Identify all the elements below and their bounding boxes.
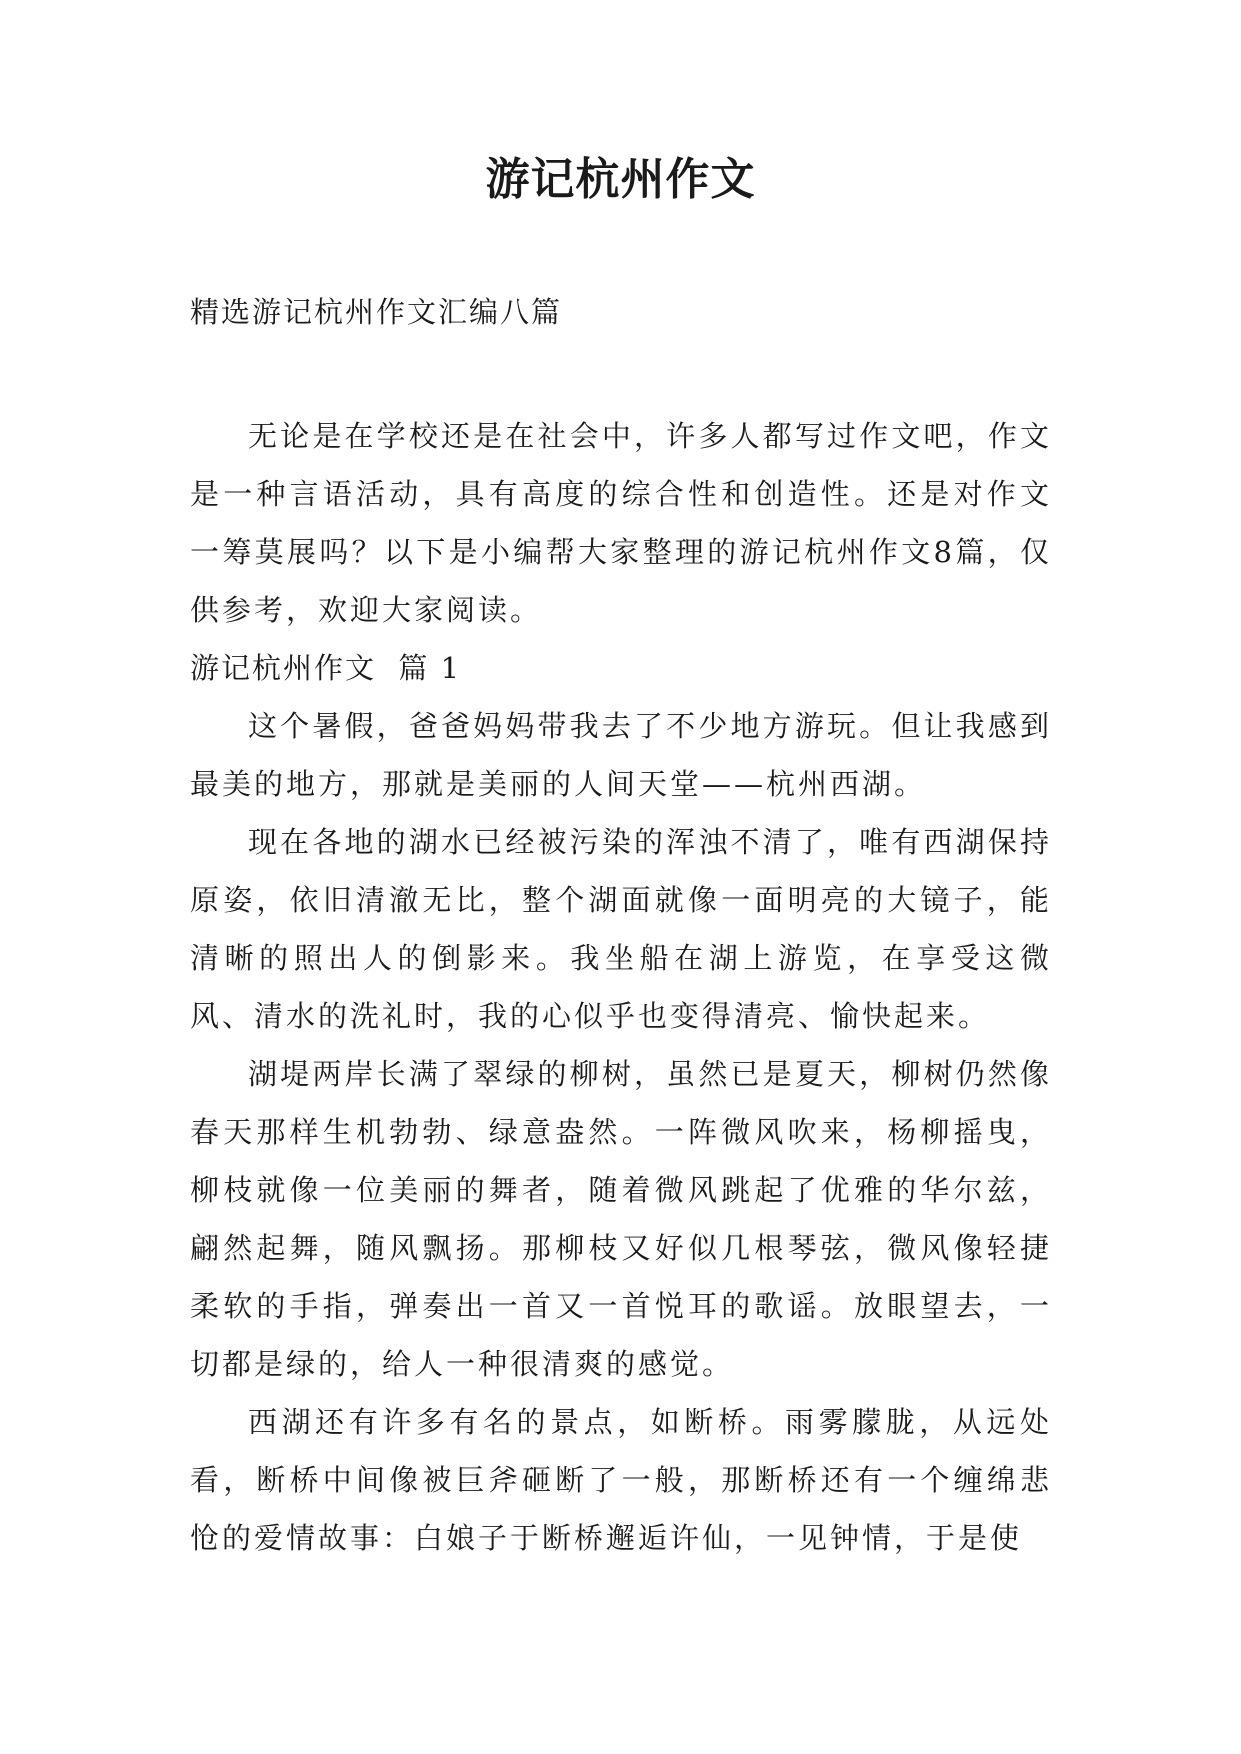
section-heading: 游记杭州作文 篇 1 [190, 651, 462, 685]
document-subtitle: 精选游记杭州作文汇编八篇 [190, 295, 563, 329]
intro-paragraph: 无论是在学校还是在社会中，许多人都写过作文吧，作文是一种言语活动，具有高度的综合性和创造性。还是对作文一筹莫展吗？以下是小编帮大家整理的游记杭州作文8篇，仅供参考，欢迎大家阅读。 [190, 419, 1052, 627]
document-title: 游记杭州作文 [485, 154, 756, 205]
body-paragraph: 湖堤两岸长满了翠绿的柳树，虽然已是夏天，柳树仍然像春天那样生机勃勃、绿意盎然。一阵微风吹来，杨柳摇曳，柳枝就像一位美丽的舞者，随着微风跳起了优雅的华尔兹，翩然起舞，随风飘扬。那柳枝又好似几根琴弦，微风像轻捷柔软的手指，弹奏出一首又一首悦耳的歌谣。放眼望去，一切都是绿的，给人一种很清爽的感觉。 [190, 1057, 1052, 1381]
document-body [190, 407, 1052, 1567]
body-paragraph: 这个暑假，爸爸妈妈带我去了不少地方游玩。但让我感到最美的地方，那就是美丽的人间天堂——杭州西湖。 [190, 709, 1052, 801]
body-paragraph: 西湖还有许多有名的景点，如断桥。雨雾朦胧，从远处看，断桥中间像被巨斧砸断了一般，那断桥还有一个缠绵悲怆的爱情故事：白娘子于断桥邂逅许仙，一见钟情，于是使 [190, 1405, 1052, 1555]
body-paragraph: 现在各地的湖水已经被污染的浑浊不清了，唯有西湖保持原姿，依旧清澈无比，整个湖面就像一面明亮的大镜子，能清晰的照出人的倒影来。我坐船在湖上游览，在享受这微风、清水的洗礼时，我的心似乎也变得清亮、愉快起来。 [190, 825, 1052, 1033]
